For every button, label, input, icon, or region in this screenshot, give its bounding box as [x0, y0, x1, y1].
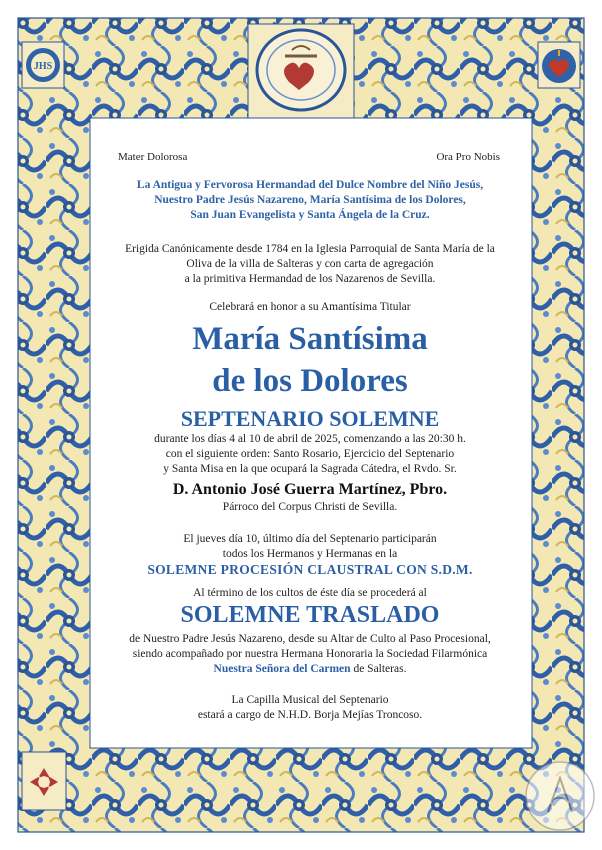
titular-line: de los Dolores	[212, 363, 408, 399]
titular-heading	[100, 318, 520, 402]
jhs-monogram-icon	[22, 42, 64, 88]
septenario-details	[100, 432, 520, 477]
hermandad-name	[100, 178, 520, 223]
capilla-line: La Capilla Musical del Septenario	[231, 694, 389, 706]
erigida-line: a la primitiva Hermandad de los Nazarenos de Sevilla.	[184, 273, 436, 285]
capilla-line: estará a cargo de N.H.D. Borja Mejías Troncoso.	[197, 709, 423, 721]
traslado-line: de Nuestro Padre Jesús Nazareno, desde su Altar de Culto al Paso Procesional,	[129, 633, 491, 645]
septenario-line: y Santa Misa en la que ocupará la Sagrada Cátedra, el Rvdo. Sr.	[163, 463, 457, 475]
hermandad-line: Nuestro Padre Jesús Nazareno, María Santísima de los Dolores,	[154, 194, 466, 206]
titular-line: María Santísima	[192, 321, 428, 357]
jueves-line: El jueves día 10, último día del Septenario participarán	[183, 533, 437, 545]
septenario-line: durante los días 4 al 10 de abril de 2025, comenzando a las 20:30 h.	[154, 433, 466, 445]
erigida-paragraph	[100, 242, 520, 287]
svg-text:JHS: JHS	[33, 61, 53, 72]
septenario-line: con el siguiente orden: Santo Rosario, Ejercicio del Septenario	[165, 448, 455, 460]
ora-pro-nobis-label: Ora Pro Nobis	[436, 151, 500, 163]
hermandad-line: San Juan Evangelista y Santa Ángela de la Cruz.	[190, 209, 430, 221]
flaming-heart-icon	[538, 42, 580, 88]
watermark-logo-icon	[526, 762, 594, 830]
preacher-role: Párroco del Corpus Christi de Sevilla.	[222, 501, 398, 513]
traslado-line: siendo acompañado por nuestra Hermana Honoraria la Sociedad Filarmónica	[132, 648, 488, 660]
procesion-heading: SOLEMNE PROCESIÓN CLAUSTRAL CON S.D.M.	[147, 562, 473, 577]
traslado-heading: SOLEMNE TRASLADO	[180, 602, 440, 628]
erigida-line: Erigida Canónicamente desde 1784 en la Iglesia Parroquial de Santa María de la	[125, 243, 495, 255]
septenario-title: SEPTENARIO SOLEMNE	[180, 406, 440, 431]
mater-dolorosa-label: Mater Dolorosa	[118, 151, 188, 163]
hermandad-line: La Antigua y Fervorosa Hermandad del Dulce Nombre del Niño Jesús,	[136, 179, 484, 191]
jueves-paragraph	[100, 532, 520, 562]
maltese-cross-icon	[22, 752, 66, 810]
preacher-name: D. Antonio José Guerra Martínez, Pbro.	[172, 481, 448, 498]
erigida-line: Oliva de la villa de Salteras y con carta de agregación	[186, 258, 434, 270]
sacred-hearts-emblem-icon	[248, 24, 354, 118]
announcement-panel	[100, 130, 520, 750]
jueves-line: todos los Hermanos y Hermanas en la	[222, 548, 398, 560]
termino-text: Al término de los cultos de éste día se procederá al	[193, 587, 427, 599]
capilla-paragraph	[100, 693, 520, 723]
carmen-suffix: de Salteras.	[350, 663, 407, 675]
traslado-details	[80, 632, 540, 677]
traslado-line	[80, 662, 540, 677]
celebrara-intro: Celebrará en honor a su Amantísima Titular	[209, 301, 411, 313]
carmen-name: Nuestra Señora del Carmen	[213, 663, 351, 675]
